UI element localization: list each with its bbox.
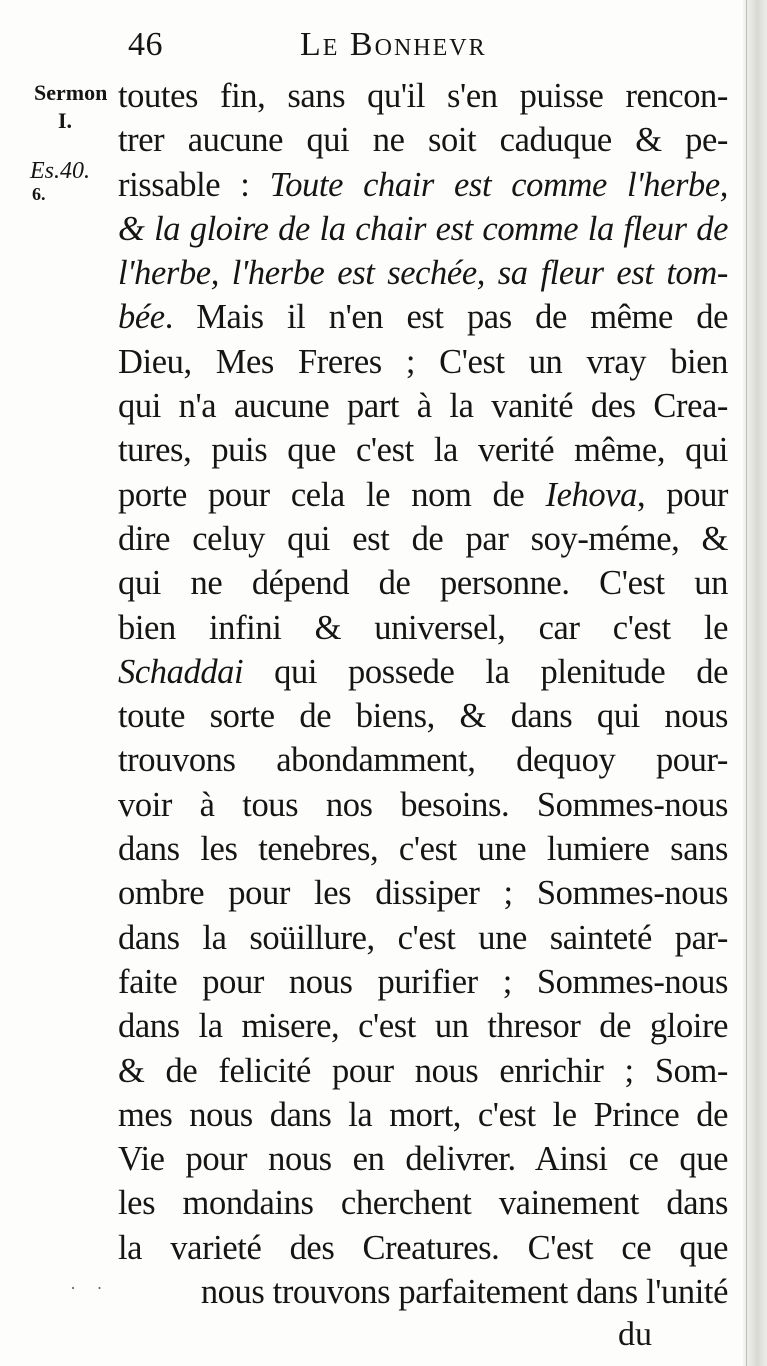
italic-segment: Schaddai [118, 652, 244, 691]
page-number: 46 [128, 26, 163, 63]
text-line [118, 1226, 728, 1270]
text-segment: les mondains cherchent vainement dans [118, 1184, 728, 1223]
text-segment: & de felicité pour nous enrichir ; Som- [118, 1051, 728, 1090]
text-segment: qui n'a aucune part à la vanité des Crea- [118, 387, 728, 426]
text-segment: faite pour nous purifier ; Sommes-nous [118, 962, 728, 1001]
text-segment: dans la misere, c'est un thresor de gloire [118, 1007, 728, 1046]
italic-segment: l'herbe, l'herbe est sechée, sa fleur est tom- [118, 254, 728, 293]
page-header [0, 26, 767, 74]
text-line [118, 916, 728, 960]
text-line [118, 340, 728, 384]
text-line [118, 428, 728, 472]
text-segment: bien infini & universel, car c'est le [118, 608, 728, 647]
text-segment: ombre pour les dissiper ; Sommes-nous [118, 874, 728, 913]
text-segment: , pour [636, 475, 729, 514]
text-segment: qui possede la plenitude de [243, 652, 728, 691]
running-title: Le Bonhevr [300, 26, 487, 63]
text-segment: Dieu, Mes Freres ; C'est un vray bien [118, 342, 728, 381]
text-line [118, 871, 728, 915]
text-line [118, 207, 728, 251]
text-line [118, 295, 728, 339]
text-line [118, 694, 728, 738]
italic-segment: Iehova [545, 475, 637, 514]
text-segment: dans les tenebres, c'est une lumiere sans [118, 830, 728, 869]
text-line [118, 163, 728, 207]
text-segment: tures, puis que c'est la verité même, qui [118, 431, 728, 470]
print-specks: · · [70, 1278, 111, 1298]
text-segment: mes nous dans la mort, c'est le Prince de [118, 1095, 728, 1134]
margin-scripture-verse: 6. [32, 184, 46, 204]
text-line [118, 1181, 728, 1225]
text-segment: toutes fin, sans qu'il s'en puisse rencon- [118, 77, 728, 115]
text-segment: porte pour cela le nom de [118, 475, 546, 514]
text-segment: toute sorte de biens, & dans qui nous [118, 697, 728, 736]
text-line [118, 827, 728, 871]
italic-segment: bée [118, 298, 165, 337]
text-line [118, 517, 728, 561]
margin-sermon-number: I. [58, 108, 73, 133]
text-line [118, 1004, 728, 1048]
italic-segment: & la gloire de la chair est comme la fleur de [118, 209, 728, 248]
text-segment: rissable : [118, 165, 270, 204]
text-line [118, 1093, 728, 1137]
text-segment: Vie pour nous en delivrer. Ainsi ce que [118, 1140, 728, 1179]
text-segment: . Mais il n'en est pas de même de [164, 298, 728, 337]
gutter-edge [746, 0, 747, 1366]
text-line [118, 1049, 728, 1093]
body-text [118, 74, 728, 1314]
text-line [118, 738, 728, 782]
text-segment: qui ne dépend de personne. C'est un [118, 564, 728, 603]
text-line [118, 561, 728, 605]
text-segment: trouvons abondamment, dequoy pour- [118, 741, 728, 780]
text-line [118, 783, 728, 827]
text-line [118, 118, 728, 162]
text-line [118, 650, 728, 694]
text-line [118, 606, 728, 650]
text-line [118, 473, 728, 517]
text-segment: nous trouvons parfaitement dans l'unité [200, 1273, 728, 1312]
text-line [118, 74, 728, 118]
text-line [118, 384, 728, 428]
text-segment: la varieté des Creatures. C'est ce que [118, 1228, 728, 1267]
margin-sermon-label: Sermon [34, 80, 108, 105]
text-line [118, 960, 728, 1004]
text-line [118, 251, 728, 295]
margin-scripture-reference: Es.40. [30, 158, 90, 184]
text-line [118, 1270, 728, 1314]
italic-segment: Toute chair est comme l'herbe, [269, 165, 728, 204]
text-line [118, 1137, 728, 1181]
text-segment: dans la soüillure, c'est une sainteté par- [118, 918, 728, 957]
text-segment: dire celuy qui est de par soy-méme, & [118, 519, 728, 558]
text-segment: voir à tous nos besoins. Sommes-nous [118, 785, 728, 824]
text-segment: trer aucune qui ne soit caduque & pe- [118, 121, 728, 160]
catchword: du [618, 1316, 652, 1353]
